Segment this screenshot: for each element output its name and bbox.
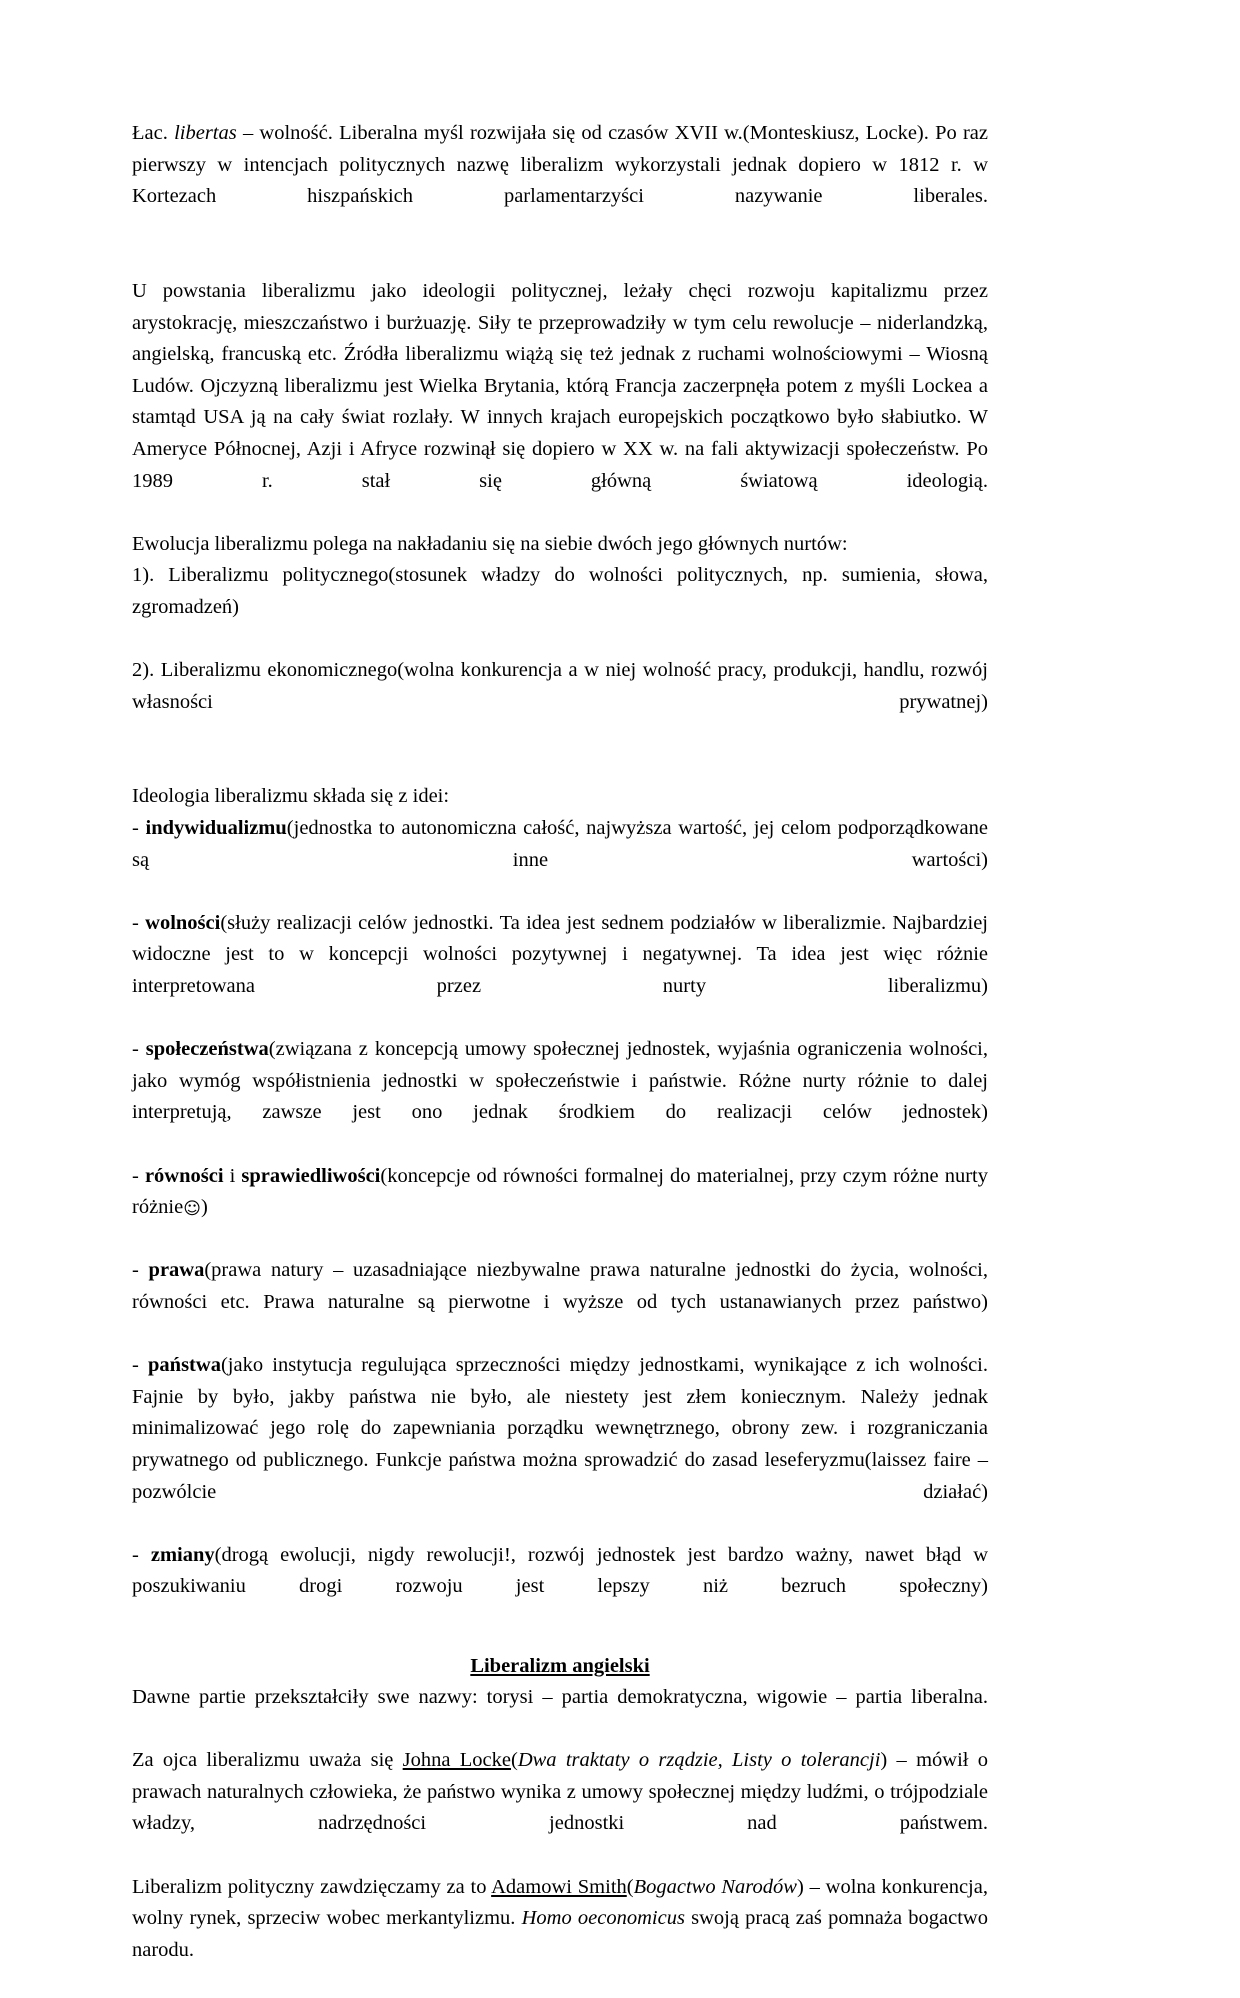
list-item-term: prawa xyxy=(148,1259,205,1282)
list-dash: - xyxy=(132,1038,146,1061)
person-name-smith: Adamowi Smith xyxy=(491,1875,627,1898)
list-item-text: (drogą ewolucji, nigdy rewolucji!, rozwój jednostek jest bardzo ważny, nawet błąd w poszukiwaniu drogi rozwoju jest lepszy niż bezruch społeczny) xyxy=(132,1543,989,1598)
latin-term-italic: libertas xyxy=(174,122,237,144)
paren-close: ) xyxy=(880,1749,888,1772)
list-item-term: państwa xyxy=(148,1354,221,1377)
list-item-term: równości xyxy=(144,1164,224,1187)
term-homo-oeconomicus: Homo oeconomicus xyxy=(521,1907,685,1930)
paragraph-smith-mid: – wolna konkurencja, wolny rynek, sprzeciw wobec merkantylizmu. xyxy=(132,1875,988,1930)
list-dash: - xyxy=(132,1164,145,1187)
work-title-locke: Dwa traktaty o rządzie, Listy o tolerancji xyxy=(517,1749,881,1772)
list-dash: - xyxy=(132,1543,151,1566)
paragraph-evolution-intro: Ewolucja liberalizmu polega na nakładaniu się na siebie dwóch jego głównych nurtów: xyxy=(132,532,848,555)
document-body xyxy=(132,118,988,1998)
list-item-text: (związana z koncepcją umowy społecznej jednostek, wyjaśnia ograniczenia wolności, jako wymóg współistnienia jednostki w społeczeństwie i państwie. Różne nurty różnie to dalej interpretują, zawsze jest ono jednak środkiem do realizacji celów jednostek) xyxy=(132,1038,989,1124)
list-item-nurt-2: 2). Liberalizmu ekonomicznego(wolna konkurencja a w niej wolność pracy, produkcji, handlu, rozwój własności prywatnej) xyxy=(132,659,988,713)
list-dash: - xyxy=(132,1259,149,1282)
paragraph-smith-lead: Liberalizm polityczny zawdzięczamy za to xyxy=(132,1875,492,1898)
paren-close: ) xyxy=(796,1875,804,1898)
list-item-text-tail: ) xyxy=(200,1196,208,1219)
smiley-face-icon: ☺ xyxy=(183,1199,201,1220)
list-dash: - xyxy=(132,1354,149,1377)
list-item xyxy=(132,908,988,1034)
list-dash: - xyxy=(132,817,146,840)
paragraph-spacer xyxy=(132,244,988,276)
list-item-term: wolności xyxy=(145,911,221,934)
list-item-conjunction: i xyxy=(223,1164,242,1187)
list-item xyxy=(132,1350,988,1540)
paren-open: ( xyxy=(626,1875,634,1898)
list-item xyxy=(132,1034,988,1160)
list-item xyxy=(132,1161,988,1256)
paragraph-definition xyxy=(132,118,988,244)
list-item xyxy=(132,1255,988,1350)
list-item xyxy=(132,1540,988,1635)
list-item-text: (prawa natury – uzasadniające niezbywalne prawa naturalne jednostki do życia, wolności, równości etc. Prawa naturalne są pierwotne i wyższe od tych ustanawianych przez państwo) xyxy=(132,1259,988,1313)
paragraph-smith xyxy=(132,1872,988,1998)
paragraph-locke xyxy=(132,1745,988,1871)
section-heading-liberalizm-angielski: Liberalizm angielski xyxy=(470,1654,650,1677)
work-title-smith: Bogactwo Narodów xyxy=(633,1875,797,1898)
list-item-term: społeczeństwa xyxy=(145,1038,269,1061)
paragraph-smith-text: swoją pracą zaś pomnaża bogactwo narodu. xyxy=(132,1907,988,1961)
list-item-term: indywidualizmu xyxy=(145,817,287,840)
paragraph-spacer xyxy=(132,750,988,782)
list-item-term: zmiany xyxy=(150,1543,215,1566)
list-item-text: (jednostka to autonomiczna całość, najwyższa wartość, jej celom podporządkowane są inne wartości) xyxy=(132,817,988,871)
paragraph-locke-lead: Za ojca liberalizmu uważa się xyxy=(132,1749,403,1772)
list-item xyxy=(132,813,988,908)
latin-term-label: Łac. xyxy=(132,122,175,144)
list-item-text: (koncepcje od równości formalnej do materialnej, przy czym różne nurty różnie xyxy=(132,1164,988,1219)
list-item-text: (służy realizacji celów jednostki. Ta idea jest sednem podziałów w liberalizmie. Najbardziej widoczne jest to w koncepcji wolności pozytywnej i negatywnej. Ta idea jest więc różnie interpretowana przez nurty liberalizmu) xyxy=(132,911,989,998)
list-item-term-second: sprawiedliwości xyxy=(241,1164,381,1187)
list-item-nurt-1: 1). Liberalizmu politycznego(stosunek władzy do wolności politycznych, np. sumienia, słowa, zgromadzeń) xyxy=(132,564,988,618)
paragraph-origins: U powstania liberalizmu jako ideologii politycznej, leżały chęci rozwoju kapitalizmu przez arystokrację, mieszczaństwo i burżuazję. Siły te przeprowadziły w tym celu rewolucje – niderlandzką, angielską, francuską etc. Źródła liberalizmu wiążą się też jednak z ruchami wolnościowymi – Wiosną Ludów. Ojczyzną liberalizmu jest Wielka Brytania, którą Francja zaczerpnęła potem z myśli Lockea a stamtąd USA ją na cały świat rozlały. W innych krajach europejskich początkowo było słabiutko. W Ameryce Północnej, Azji i Afryce rozwinął się dopiero w XX w. na fali aktywizacji społeczeństw. Po 1989 r. stał się główną światową ideologią. xyxy=(132,279,988,492)
list-dash: - xyxy=(132,911,146,934)
paragraph-locke-text: – mówił o prawach naturalnych człowieka, że państwo wynika z umowy społecznej między ludźmi, o trójpodziale władzy, nadrzędności jednostki nad państwem. xyxy=(132,1749,988,1835)
paragraph-definition-text: – wolność. Liberalna myśl rozwijała się od czasów XVII w.(Monteskiusz, Locke). Po raz pierwszy w intencjach politycznych nazwę liberalizm wykorzystali jednak dopiero w 1812 r. w Kortezach hiszpańskich parlamentarzyści nazywanie liberales. xyxy=(132,122,988,208)
list-item-text: (jako instytucja regulująca sprzeczności między jednostkami, wynikające z ich wolności. Fajnie by było, jakby państwa nie było, ale niestety jest złem koniecznym. Należy jednak minimalizować jego rolę do zapewniania porządku wewnętrznego, obrony zew. i rozgraniczania prywatnego od publicznego. Funkcje państwa można sprowadzić do zasad leseferyzmu(laissez faire – pozwólcie działać) xyxy=(132,1354,988,1503)
paragraph-ideas-intro: Ideologia liberalizmu składa się z idei: xyxy=(132,785,450,808)
paragraph-parties: Dawne partie przekształciły swe nazwy: torysi – partia demokratyczna, wigowie – partia liberalna. xyxy=(132,1686,988,1709)
paragraph-spacer xyxy=(132,1635,988,1651)
person-name-locke: Johna Locke xyxy=(402,1749,511,1772)
paren-open: ( xyxy=(510,1749,518,1772)
